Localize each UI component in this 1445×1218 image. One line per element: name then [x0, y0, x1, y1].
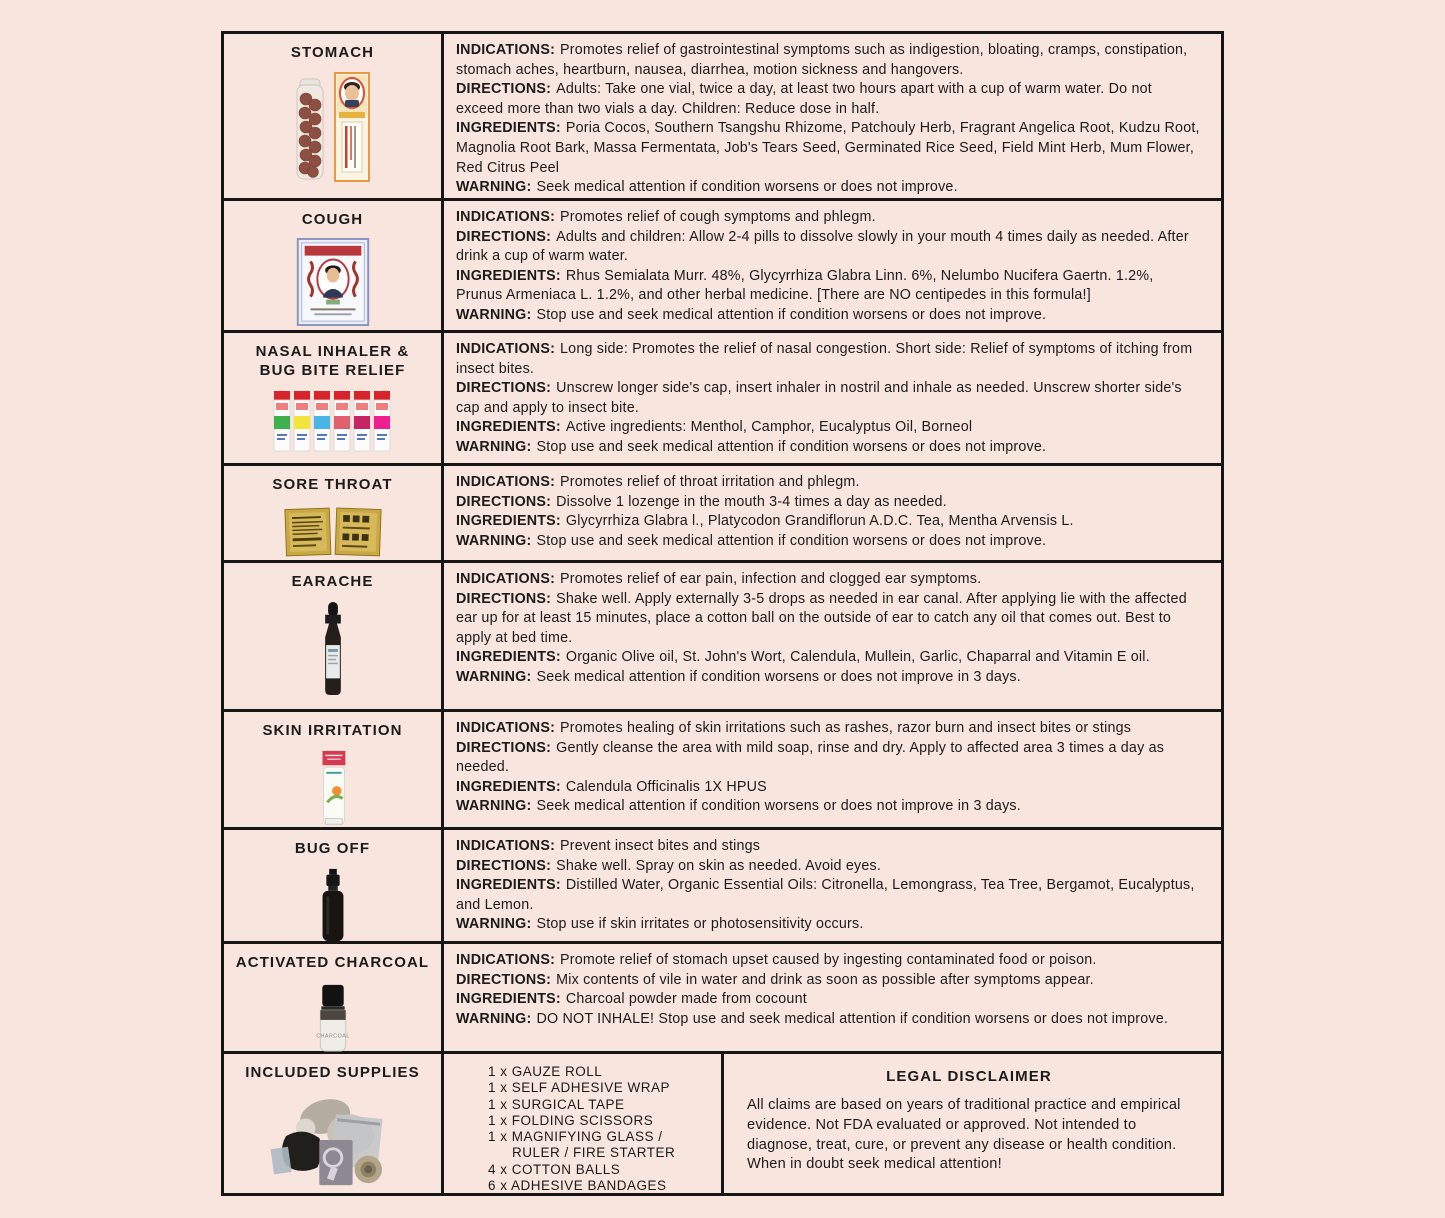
- directions-field: [456, 971, 1201, 991]
- warning-field: [456, 532, 1201, 552]
- indications-field: [456, 473, 1201, 493]
- field-text: Shake well. Apply externally 3-5 drops as needed in ear canal. After applying lie with the affected ear up for at least 15 minutes, place a cotton ball on the outside of ear to catch any oil that comes out. Best to apply at bed time.: [456, 590, 1187, 646]
- table-row-sore-throat: [224, 466, 1221, 563]
- row-header-stomach: [224, 34, 444, 198]
- earache-product-image: [315, 600, 351, 698]
- field-text: Organic Olive oil, St. John's Wort, Calendula, Mullein, Garlic, Chaparral and Vitamin E oil.: [565, 649, 1150, 666]
- field-text: Prevent insect bites and stings: [560, 838, 761, 854]
- field-text: Active ingredients: Menthol, Camphor, Eucalyptus Oil, Borneol: [565, 419, 973, 436]
- directions-field: [456, 739, 1201, 778]
- indications-field: [456, 719, 1201, 739]
- ingredients-field: [456, 990, 1201, 1010]
- field-text: Stop use if skin irritates or photosensitivity occurs.: [536, 916, 864, 933]
- indications-field: [456, 570, 1201, 590]
- row-body: [444, 201, 1221, 330]
- field-text: DO NOT INHALE! Stop use and seek medical attention if condition worsens or does not improve.: [536, 1010, 1169, 1027]
- row-header-activated-charcoal: [224, 944, 444, 1051]
- table-row-cough: [224, 201, 1221, 333]
- row-header-nasal-inhaler: [224, 333, 444, 463]
- row-body: [444, 944, 1221, 1051]
- ingredients-field: [456, 418, 1201, 438]
- field-text: Rhus Semialata Murr. 48%, Glycyrrhiza Glabra Linn. 6%, Nelumbo Nucifera Gaertn. 1.2%, Prunus Armeniaca L. 1.2%, and other herbal medicine. [There are NO centipedes in this formula!]: [456, 267, 1154, 304]
- warning-field: [456, 178, 1201, 198]
- field-label: DIRECTIONS:: [456, 81, 552, 98]
- field-text: Shake well. Spray on skin as needed. Avoid eyes.: [556, 857, 881, 874]
- warning-field: [456, 438, 1201, 458]
- legal-disclaimer-title: LEGAL DISCLAIMER: [886, 1068, 1052, 1085]
- field-label: WARNING:: [456, 179, 532, 196]
- field-label: DIRECTIONS:: [456, 971, 552, 988]
- field-label: WARNING:: [456, 438, 532, 455]
- field-text: Promote relief of stomach upset caused by ingesting contaminated food or poison.: [560, 952, 1097, 968]
- remedy-info-table: [221, 31, 1224, 1196]
- indications-field: [456, 951, 1201, 971]
- sore-throat-product-image: [280, 503, 386, 559]
- field-text: Promotes relief of throat irritation and phlegm.: [560, 474, 860, 490]
- row-body: [444, 333, 1221, 463]
- field-label: WARNING:: [456, 916, 532, 933]
- field-text: Glycyrrhiza Glabra l., Platycodon Grandiflorun A.D.C. Tea, Mentha Arvensis L.: [565, 513, 1074, 530]
- ingredients-field: [456, 778, 1201, 798]
- legal-disclaimer-text: All claims are based on years of traditional practice and empirical evidence. Not FDA evaluated or approved. Not intended to diagnose, treat, cure, or prevent any disease or health condition. When in doubt seek medical attention!: [747, 1097, 1181, 1173]
- field-text: Adults and children: Allow 2-4 pills to dissolve slowly in your mouth 4 times daily as needed. After drink a cup of warm water.: [456, 228, 1189, 265]
- stomach-product-image: [287, 71, 379, 183]
- row-header-sore-throat: [224, 466, 444, 560]
- field-label: DIRECTIONS:: [456, 739, 552, 756]
- field-label: DIRECTIONS:: [456, 857, 552, 874]
- field-text: Promotes healing of skin irritations such as rashes, razor burn and insect bites or stings: [560, 720, 1132, 736]
- field-label: WARNING:: [456, 798, 532, 815]
- field-label: DIRECTIONS:: [456, 380, 552, 397]
- row-title-line: COUGH: [301, 211, 364, 228]
- field-text: Long side: Promotes the relief of nasal congestion. Short side: Relief of symptoms of itching from insect bites.: [456, 341, 1193, 377]
- ingredients-field: [456, 512, 1201, 532]
- field-label: INGREDIENTS:: [456, 649, 561, 666]
- field-label: INGREDIENTS:: [456, 778, 561, 795]
- row-title-line: ACTIVATED CHARCOAL: [235, 954, 430, 971]
- field-label: WARNING:: [456, 668, 532, 685]
- activated-charcoal-product-image: [306, 981, 360, 1053]
- field-label: INGREDIENTS:: [456, 877, 561, 894]
- field-text: Adults: Take one vial, twice a day, at least two hours apart with a cup of warm water. Do not exceed more than two vials a day. Children: Reduce dose in half.: [456, 81, 1152, 117]
- row-body: [444, 563, 1221, 709]
- field-label: INGREDIENTS:: [456, 513, 561, 530]
- ingredients-field: [456, 267, 1201, 306]
- field-label: INDICATIONS:: [456, 720, 556, 736]
- supplies-item: 1 x SELF ADHESIVE WRAP: [488, 1080, 671, 1096]
- field-text: Promotes relief of cough symptoms and phlegm.: [560, 209, 876, 225]
- supplies-item: 1 x FOLDING SCISSORS: [488, 1112, 654, 1128]
- warning-field: [456, 306, 1201, 326]
- row-title: [292, 572, 374, 591]
- field-text: Stop use and seek medical attention if condition worsens or does not improve.: [536, 438, 1047, 455]
- row-title-line: SORE THROAT: [272, 476, 393, 493]
- directions-field: [456, 590, 1201, 649]
- row-header-cough: [224, 201, 444, 330]
- table-row-included-supplies: [224, 1054, 1221, 1193]
- warning-field: [456, 915, 1201, 935]
- supplies-item: 6 x ADHESIVE BANDAGES: [488, 1178, 667, 1194]
- field-text: Mix contents of vile in water and drink as soon as possible after symptoms appear.: [556, 971, 1094, 988]
- row-title: [245, 1063, 420, 1082]
- row-title: [256, 342, 410, 380]
- supplies-item: 1 x GAUZE ROLL: [488, 1064, 603, 1079]
- field-label: INDICATIONS:: [456, 838, 556, 854]
- field-label: INGREDIENTS:: [456, 419, 561, 436]
- table-row-activated-charcoal: [224, 944, 1221, 1054]
- row-title-line2: BUG BITE RELIEF: [259, 362, 406, 379]
- row-title: [262, 721, 402, 740]
- included-supplies-product-image: [263, 1091, 403, 1189]
- warning-field: [456, 668, 1201, 688]
- supplies-item: 1 x MAGNIFYING GLASS /: [488, 1129, 663, 1145]
- supplies-item-continuation: RULER / FIRE STARTER: [512, 1145, 676, 1161]
- row-title-line: STOMACH: [290, 44, 375, 61]
- ingredients-field: [456, 119, 1201, 178]
- field-label: INDICATIONS:: [456, 341, 556, 357]
- field-text: Stop use and seek medical attention if condition worsens or does not improve.: [536, 306, 1047, 323]
- directions-field: [456, 379, 1201, 418]
- field-text: Gently cleanse the area with mild soap, rinse and dry. Apply to affected area 3 times a day as needed.: [456, 739, 1165, 776]
- warning-field: [456, 797, 1201, 817]
- supplies-item: 1 x SURGICAL TAPE: [488, 1096, 625, 1112]
- field-text: Stop use and seek medical attention if condition worsens or does not improve.: [536, 532, 1047, 549]
- field-label: INDICATIONS:: [456, 952, 556, 968]
- indications-field: [456, 41, 1201, 80]
- table-row-earache: [224, 563, 1221, 712]
- warning-field: [456, 1010, 1201, 1030]
- row-title-line: SKIN IRRITATION: [262, 722, 403, 739]
- field-text: Seek medical attention if condition worsens or does not improve.: [536, 179, 958, 196]
- field-text: Unscrew longer side's cap, insert inhaler in nostril and inhale as needed. Unscrew shorter side's cap and apply to insect bite.: [456, 380, 1182, 416]
- directions-field: [456, 228, 1201, 267]
- ingredients-field: [456, 876, 1201, 915]
- skin-irritation-product-image: [310, 749, 356, 829]
- table-row-skin-irritation: [224, 712, 1221, 830]
- table-row-nasal-inhaler: [224, 333, 1221, 466]
- directions-field: [456, 857, 1201, 877]
- ingredients-field: [456, 648, 1201, 668]
- field-label: INDICATIONS:: [456, 209, 556, 225]
- field-label: INGREDIENTS:: [456, 267, 561, 284]
- row-title-line: BUG OFF: [294, 840, 371, 857]
- row-body: [444, 830, 1221, 941]
- row-title: [302, 210, 363, 229]
- field-text: Dissolve 1 lozenge in the mouth 3-4 times a day as needed.: [556, 493, 947, 510]
- field-label: INDICATIONS:: [456, 474, 556, 490]
- row-body: [444, 712, 1221, 827]
- field-label: DIRECTIONS:: [456, 590, 552, 607]
- row-title-line: INCLUDED SUPPLIES: [245, 1064, 420, 1081]
- field-label: INDICATIONS:: [456, 42, 556, 58]
- table-row-bug-off: [224, 830, 1221, 944]
- field-text: Poria Cocos, Southern Tsangshu Rhizome, Patchouly Herb, Fragrant Angelica Root, Kudzu Root, Magnolia Root Bark, Massa Fermentata, Job's Tears Seed, Germinated Rice Seed, Field Mint Herb, Mum Flower, Red Citrus Peel: [456, 120, 1200, 176]
- row-title-line: EARACHE: [291, 573, 374, 590]
- field-label: WARNING:: [456, 532, 532, 549]
- directions-field: [456, 493, 1201, 513]
- field-label: DIRECTIONS:: [456, 228, 552, 245]
- bug-off-product-image: [317, 867, 349, 943]
- field-label: INGREDIENTS:: [456, 991, 561, 1008]
- field-label: WARNING:: [456, 306, 532, 323]
- row-header-bug-off: [224, 830, 444, 941]
- row-body: [444, 34, 1221, 198]
- field-text: Calendula Officinalis 1X HPUS: [565, 778, 767, 795]
- field-text: Seek medical attention if condition worsens or does not improve in 3 days.: [536, 668, 1021, 685]
- charcoal-label-text: CHARCOAL: [315, 1033, 350, 1040]
- field-text: Seek medical attention if condition worsens or does not improve in 3 days.: [536, 798, 1021, 815]
- indications-field: [456, 837, 1201, 857]
- row-header-included-supplies: [224, 1054, 444, 1193]
- field-text: Charcoal powder made from cocount: [565, 991, 807, 1008]
- field-label: INDICATIONS:: [456, 571, 556, 587]
- nasal-inhaler-product-image: [272, 389, 394, 453]
- table-row-stomach: [224, 34, 1221, 201]
- row-title: [295, 839, 370, 858]
- cough-product-image: [296, 238, 370, 326]
- field-label: WARNING:: [456, 1010, 532, 1027]
- field-text: Promotes relief of gastrointestinal symptoms such as indigestion, bloating, cramps, constipation, stomach aches, heartburn, nausea, diarrhea, motion sickness and hangovers.: [456, 42, 1188, 78]
- row-title: [236, 953, 429, 972]
- row-title-line: NASAL INHALER &: [255, 343, 410, 360]
- field-label: DIRECTIONS:: [456, 493, 552, 510]
- row-title: [291, 43, 374, 62]
- indications-field: [456, 340, 1201, 379]
- supplies-list: [444, 1054, 724, 1193]
- field-label: INGREDIENTS:: [456, 120, 561, 137]
- row-header-skin-irritation: [224, 712, 444, 827]
- supplies-item: 4 x COTTON BALLS: [488, 1161, 621, 1177]
- field-text: Promotes relief of ear pain, infection and clogged ear symptoms.: [560, 571, 982, 587]
- row-title: [272, 475, 392, 494]
- legal-disclaimer: [724, 1054, 1221, 1193]
- row-header-earache: [224, 563, 444, 709]
- field-text: Distilled Water, Organic Essential Oils: Citronella, Lemongrass, Tea Tree, Bergamot, Eucalyptus, and Lemon.: [456, 877, 1195, 913]
- indications-field: [456, 208, 1201, 228]
- directions-field: [456, 80, 1201, 119]
- row-body: [444, 466, 1221, 560]
